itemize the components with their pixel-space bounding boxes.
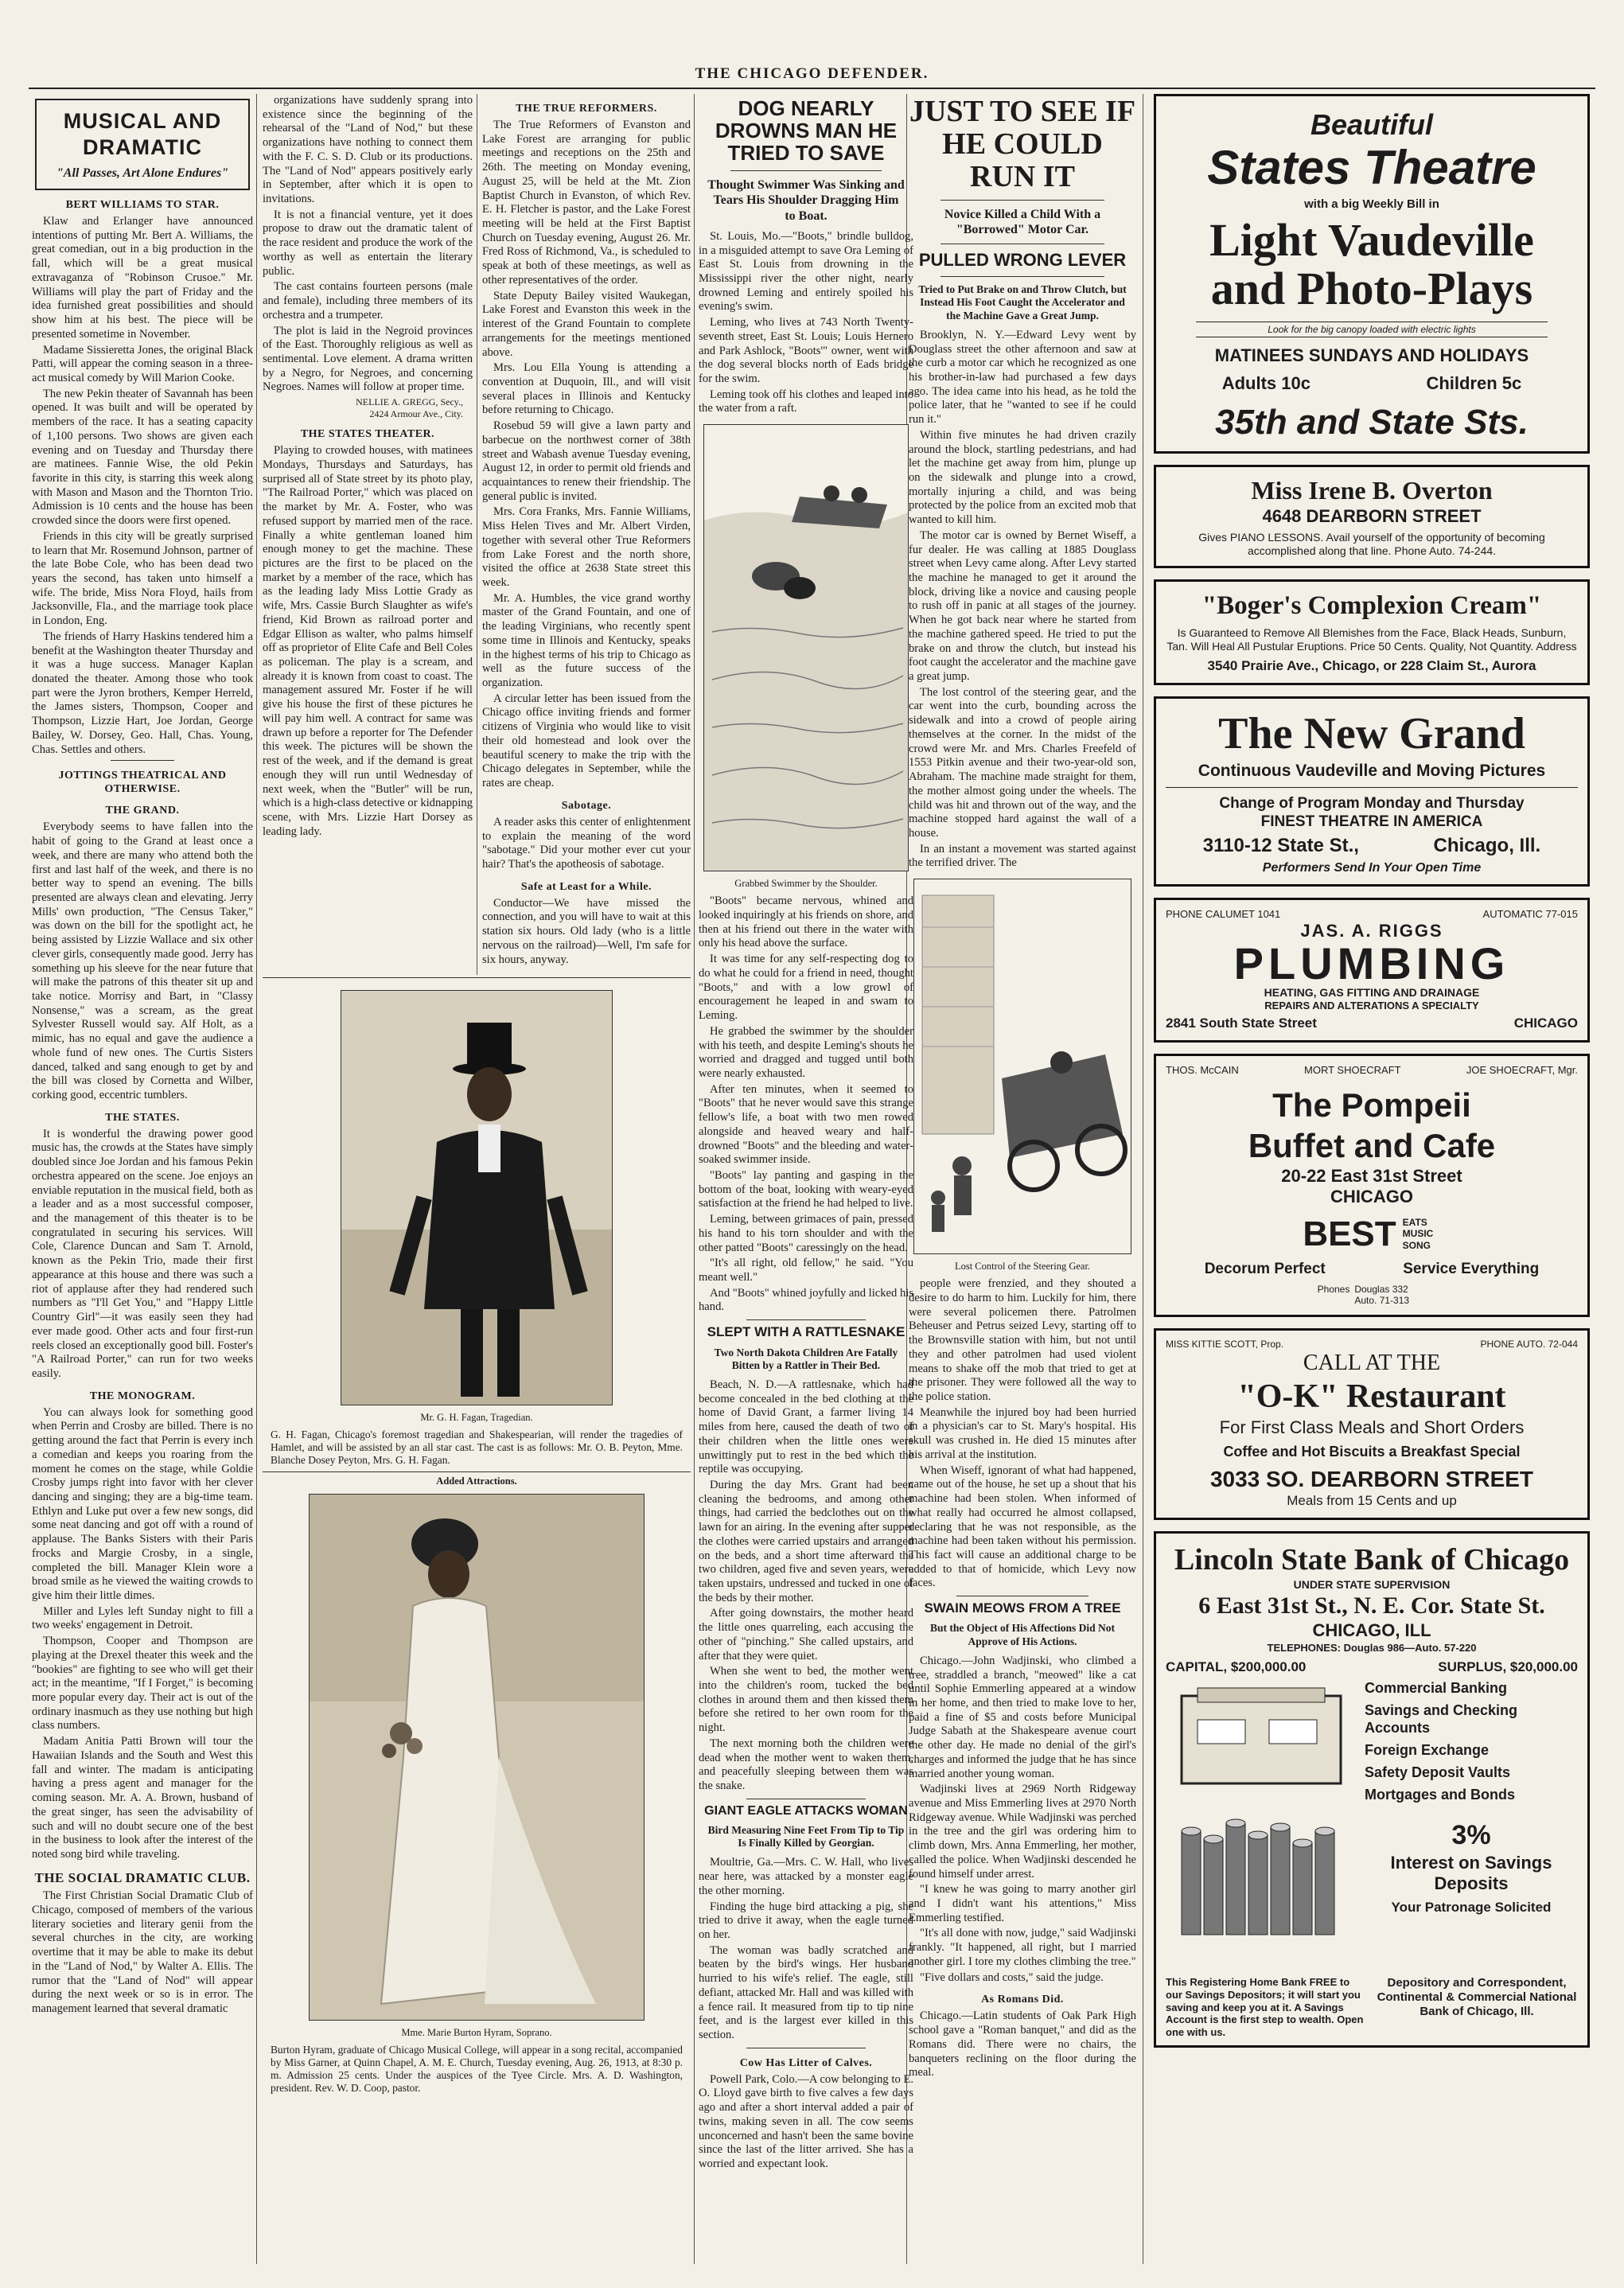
paragraph: It was time for any self-respecting dog to do what he could for a friend in need, thought "Boots," and with a low growl of encouragement he leaped in and swam to Leming. xyxy=(699,953,913,1023)
ad-line: Meals from 15 Cents and up xyxy=(1287,1492,1457,1508)
ad-bank-body xyxy=(1166,1680,1578,1971)
paragraph: In an instant a movement was started against the terrified driver. The xyxy=(909,842,1136,870)
ad-bank-footer xyxy=(1166,1976,1578,2039)
hyram-photo xyxy=(309,1494,645,2021)
paragraph: "Boots" became nervous, whined and looked inquiringly at his friends on shore, and then at his friend out there in the water with only his head above the surface. xyxy=(699,895,913,950)
ad-line: Continuous Vaudeville and Moving Pictures xyxy=(1198,761,1546,780)
subheadline: Tried to Put Brake on and Throw Clutch, but Instead His Foot Caught the Accelerator and the Machine Gave a Great Jump. xyxy=(918,283,1127,322)
ad-address: 3033 SO. DEARBORN STREET xyxy=(1209,1466,1534,1491)
headline: PULLED WRONG LEVER xyxy=(918,250,1127,271)
article-heading: As Romans Did. xyxy=(981,1994,1064,2006)
subheadline: Two North Dakota Children Are Fatally Bitten by a Rattler in Their Bed. xyxy=(714,1346,898,1371)
ad-line: CHICAGO xyxy=(1330,1187,1413,1207)
article-heading: THE STATES THEATER. xyxy=(300,428,435,441)
headline: HE COULD RUN IT xyxy=(942,127,1103,194)
column-motor-car-story xyxy=(909,94,1136,2264)
ad-line: For First Class Meals and Short Orders xyxy=(1219,1417,1525,1438)
bank-service: Mortgages and Bonds xyxy=(1365,1786,1516,1803)
paragraph: Powell Park, Colo.—A cow belonging to E. O. Lloyd gave birth to five calves a few days ago and after a short interval added a pair of twins, making seven in all. The cow seems unconcerned and hasn't been the same bovine since the last of the litter arrived. She has a worried and expectant look. xyxy=(699,2072,913,2171)
ad-new-grand xyxy=(1154,696,1590,887)
ad-title: Lincoln State Bank of Chicago xyxy=(1174,1542,1570,1577)
subheadline: But the Object of His Affections Did Not Approve of His Actions. xyxy=(929,1622,1116,1647)
column-true-reformers xyxy=(482,94,691,975)
paragraph: Madame Sissieretta Jones, the original Black Patti, will appear the coming season in a three-act musical comedy by Will Marion Cooke. xyxy=(32,343,253,384)
section-title-box xyxy=(35,99,250,190)
ad-tagline-row xyxy=(1166,1260,1578,1278)
ad-line: Gives PIANO LESSONS. Avail yourself of the opportunity of becoming accomplished along that line. Phone Auto. 74-244. xyxy=(1198,530,1545,557)
paragraph: people were frenzied, and they shouted a desire to do harm to him. Luckily for him, there were several policemen there. Patrolmen Beheuser and Petrus seized Levy, starting off to the Brownsville station with him, but not until they and other patrolmen had used violent means to shake off the mob that tried to get at the prisoner. They were followed all the way to the police station. xyxy=(909,1277,1136,1404)
bank-service: Foreign Exchange xyxy=(1365,1741,1490,1758)
masthead-rule xyxy=(29,88,1595,89)
paragraph: Leming, between grimaces of pain, pressed his hand to his torn shoulder and with the other patted "Boots" caressingly on the head. xyxy=(699,1213,913,1254)
signature: NELLIE A. GREGG, Secy., xyxy=(356,396,463,408)
ad-title: The Pompeii xyxy=(1272,1086,1471,1124)
interest-offer xyxy=(1365,1819,1578,1916)
paragraph: A circular letter has been issued from the Chicago office inviting friends and former citizens of Virginia who would like to visit their old homestead and look over the beautiful scenery to make the trip with the Chicago delegates in September, while the rates are cheap. xyxy=(482,692,691,790)
paragraph: The True Reformers of Evanston and Lake Forest are arranging for public meetings and receptions on the 25th and 26th. The meeting on Monday evening, August 25, will be held at the Mt. Zion Baptist Church in Evanston, of which Rev. E. H. Fletcher is pastor, and the Lake Forest meeting will be held at the First Baptist Church on Tuesday evening, August 26. Mr. Fred Ross of Richmond, Va., is scheduled to speak at both of these meetings, as well as other representatives of the order. xyxy=(482,119,691,286)
ad-address-row xyxy=(1166,1015,1578,1032)
ad-address: 20-22 East 31st Street xyxy=(1281,1165,1462,1186)
illustration-caption: Lost Control of the Steering Gear. xyxy=(954,1261,1091,1273)
ad-line: CHICAGO, ILL xyxy=(1312,1620,1431,1641)
ad-line: Deposits xyxy=(1434,1873,1509,1894)
ad-line: FINEST THEATRE IN AMERICA xyxy=(1260,813,1483,831)
ad-line: Light Vaudeville xyxy=(1209,213,1534,266)
advertisements-column xyxy=(1149,94,1595,2264)
divider xyxy=(941,276,1104,277)
paragraph: Brooklyn, N. Y.—Edward Levy went by Douglass street the other afternoon and saw at the curb a motor car which he recognized as one his brother-in-law had purchased a few days ago. The idea came into his head, as he told the police later, that he "wanted to see if he could run it." xyxy=(909,328,1136,427)
drawing xyxy=(914,879,1131,1253)
article-heading: THE GRAND. xyxy=(105,805,180,817)
ad-phone: PHONE AUTO. 72-044 xyxy=(1480,1338,1578,1350)
paragraph: The woman was badly scratched and beaten by the bird's wings. Her husband hurried to his wife's relief. The eagle, still defiant, attacked Mr. Hall and was killed with a fence rail. It measured from tip to tip nine feet, and is the largest ever killed in this section. xyxy=(699,1943,913,2042)
paragraph: Everybody seems to have fallen into the habit of going to the Grand at least once a week, and there are many who attend both the first and last half of the week, and there is no better way to spend an evening. The bills presented are always clean and elevating. Jerry Mills' own production, "The Census Taker," was down on the bill for the spotlight act, he being assisted by Lizzie Wallace and six other clever girls, consequently made good. Jerry has something up his sleeve for the near future that will make the patrons of this theater sit up and take notice. Morrisy and Bart, in "Classy Nonsense," was a scream, as the great Sylvester Russell would say. Alf Holt, as a mimic, has no equal and gave the audience a whole fund of new ones. The Curtis Sisters danced, talked and sang enough to get by and the bill was closed by Cornetta and Wilber, corking good, eccentric tumblers. xyxy=(32,820,253,1101)
paragraph: A reader asks this center of enlightenment to explain the meaning of the word "sabotage." Did your mother ever cut your hair? That's the apotheosis of sabotage. xyxy=(482,815,691,871)
ad-address: 3110-12 State St., xyxy=(1202,835,1359,857)
paragraph: Conductor—We have missed the connection, and you will have to wait at this station six hours. Old lady (who is a little nervous on the railroad)—Well, I'm safe for six hours, anyway. xyxy=(482,896,691,966)
article-heading: Cow Has Litter of Calves. xyxy=(739,2056,873,2069)
ad-address: CHICAGO xyxy=(1513,1015,1578,1031)
paragraph: "Five dollars and costs," said the judge. xyxy=(920,1970,1104,1984)
paragraph: The motor car is owned by Bernet Wiseff, a fur dealer. He was calling at 1885 Douglass street when Levy came along. After Levy started the machine he managed to get it around the block, driving like a novice and causing people to rush off in panic at all stages of the journey. When he got back near where he started from the machine gathered speed. He tried to put the brake on and throw the clutch, but instead his foot caught the accelerator and the machine gave a great jump. xyxy=(909,528,1136,684)
caption-text: G. H. Fagan, Chicago's foremost tragedian and Shakespearian, will render the tragedies of Hamlet, and will be assisted by an all star cast. The cast is as follows: Mr. O. B. Peyton, Mme. Blanche Dosey Peyton, Mrs. G. H. Fagan. xyxy=(271,1429,683,1466)
paragraph: Rosebud 59 will give a lawn party and barbecue on the northwest corner of 38th street and Wabash avenue Tuesday evening, August 12, in order to permit old friends and acquaintances to renew their friendship. The general public is invited. xyxy=(482,419,691,503)
ad-irene-overton xyxy=(1154,465,1590,568)
ad-best-row xyxy=(1166,1213,1578,1255)
bank-service: Commercial Banking xyxy=(1365,1680,1508,1697)
paragraph: Klaw and Erlanger have announced intentions of putting Mr. Bert A. Williams, the great comedian, out in a big production in the fall, which will be a great musical extravaganza of "Robinson Crusoe." Mr. Williams will play the part of Friday and the idea furnished great possibilities and should show him at his best. The piece will be presented sometime in November. xyxy=(32,215,253,341)
ad-owner: MORT SHOECRAFT xyxy=(1304,1063,1401,1076)
column-rule xyxy=(694,94,695,2264)
column-dog-story xyxy=(699,94,913,2264)
caption-text: Burton Hyram, graduate of Chicago Musical College, will appear in a song recital, accompanied by Miss Garner, at Quinn Chapel, A. M. E. Church, Tuesday evening, Aug. 26, 1913, at 8:30 p. m. Admission 25 cents. Under the auspices of the Tyee Circle. Mrs. A. D. Washington, president. Rev. W. D. Coop, pastor. xyxy=(271,2044,683,2094)
bank-services xyxy=(1365,1680,1578,1971)
paragraph: You can always look for something good when Perrin and Crosby are billed. There is no getting around the fact that Perrin is every inch a comedian and keeps you roaring from the moment he comes on the stage, while Goldie Crosby jumps right into favor with her clever dancing and singing; they are a big-time team. Ethlyn and Luke put over a few new songs, did some neat dancing and got off with a round of applause. The Banks Sisters with their Paris frocks and Margie Crosby, in a single, completed the bill. Manager Klein wore a broad smile as he viewed the waiting crowds to give him their little dimes. xyxy=(32,1405,253,1602)
ad-owners-row xyxy=(1166,1064,1578,1077)
ad-title: "Boger's Complexion Cream" xyxy=(1201,591,1542,620)
ad-address: 35th and State Sts. xyxy=(1215,402,1529,442)
ad-line: Depository and Correspondent, Continental & Commercial National Bank of Chicago, Ill. xyxy=(1377,1975,1577,2019)
motor-car-illustration xyxy=(913,879,1131,1254)
paragraph: St. Louis, Mo.—"Boots," brindle bulldog, in a misguided attempt to save Ora Leming of East St. Louis from drowning in the Mississippi river the other night, nearly drowned Leming and entirely spoiled his evening's swim. xyxy=(699,229,913,314)
section-motto: "All Passes, Art Alone Endures" xyxy=(56,166,229,180)
paragraph: Moultrie, Ga.—Mrs. C. W. Hall, who lives near here, was attacked by a monster eagle the other morning. xyxy=(699,1856,913,1897)
ad-price-row xyxy=(1164,373,1579,395)
divider xyxy=(730,170,882,171)
article-heading: THE STATES. xyxy=(105,1111,180,1124)
paragraph: State Deputy Bailey visited Waukegan, Lake Forest and Evanston this week in the interest of the Grand Fountain to complete arrangements for the meetings mentioned above. xyxy=(482,289,691,359)
ad-line: JAS. A. RIGGS xyxy=(1300,920,1443,941)
divider xyxy=(111,760,174,761)
paragraph: When she went to bed, the mother went into the children's room, tucked the bed clothes in around them and then kissed them before she retired to her own room for the night. xyxy=(699,1665,913,1735)
paragraph: When Wiseff, ignorant of what had happened, came out of the house, he set up a shout that his machine had been stolen. When informed of what really had occurred he almost collapsed, declaring that he was not responsible, as the machine had been taken without his permission. This fact will cause an additional charge to be added to that of homicide, which Levy now faces. xyxy=(909,1464,1136,1590)
paragraph: Miller and Lyles left Sunday night to fill a two weeks' engagement in Detroit. xyxy=(32,1604,253,1632)
paragraph: The next morning both the children were dead when the mother went to waken them, and peacefully sleeping between them was the snake. xyxy=(699,1736,913,1793)
ad-line: Phones xyxy=(1317,1283,1350,1295)
photo-caption: Mme. Marie Burton Hyram, Soprano. xyxy=(401,2027,552,2038)
paragraph: "It's all right, old fellow," he said. "You meant well." xyxy=(699,1257,913,1284)
ad-riggs-plumbing xyxy=(1154,898,1590,1043)
ad-address: 2841 South State Street xyxy=(1166,1015,1317,1031)
paragraph: Leming, who lives at 743 North Twenty-seventh street, East St. Louis; Louis Hernero and Park Ashlock, "Boots'" owner, went with the dog several blocks north of Eads bridge for the swim. xyxy=(699,316,913,385)
paragraph: And "Boots" whined joyfully and licked his hand. xyxy=(699,1286,913,1314)
paragraph: Friends in this city will be greatly surprised to learn that Mr. Rosemund Johnson, partner of the late Bobe Cole, who has been dead two years the second, has taken unto himself a wife. The bride, Miss Nora Floyd, hails from Jacksonville, Fla., and the marriage took place in London, Eng. xyxy=(32,529,253,628)
headline: SWAIN MEOWS FROM A TREE xyxy=(924,1600,1121,1616)
illustration-caption: Grabbed Swimmer by the Shoulder. xyxy=(734,878,878,890)
paragraph: Mr. A. Humbles, the vice grand worthy master of the Grand Fountain, and one of the leading Virginians, who recently spent some time in Illinois and Kentucky, speaks in the highest terms of his trip to Chicago as well as the future success of the organization. xyxy=(482,591,691,690)
home-bank-illustration xyxy=(1166,1680,1357,1971)
ad-line: CALL AT THE xyxy=(1303,1351,1441,1376)
headline: DOG NEARLY DROWNS MAN HE TRIED TO SAVE xyxy=(715,96,898,166)
ad-phone-row xyxy=(1166,908,1578,921)
paragraph: Finding the huge bird attacking a pig, she tried to drive it away, when the eagle turned on her. xyxy=(699,1900,913,1941)
ad-line: Beautiful xyxy=(1310,108,1433,141)
ad-address: Chicago, Ill. xyxy=(1433,835,1541,857)
paragraph: The friends of Harry Haskins tendered him a benefit at the Washington theater Thursday and it was a huge success. Manager Kaplan donated the theater. Among those who took part were the Jyron brothers, Kemper Herreld, the James sisters, Thompson, Cooper and Thompson, Lizzie Hart, Joe Jordan, George Bailey, W. Dorsey, Geo. Hall, Chas. Young, Chas. Settles and others. xyxy=(32,629,253,756)
ad-title: Miss Irene B. Overton xyxy=(1251,476,1493,505)
ad-line: HEATING, GAS FITTING AND DRAINAGE xyxy=(1264,986,1480,1000)
paragraph: "Boots" lay panting and gasping in the bottom of the boat, looking with weary-eyed satisfaction at the friend he had helped to live. xyxy=(699,1168,913,1210)
paragraph: "I knew he was going to marry another girl and I didn't want his attentions," Miss Emmerling testified. xyxy=(909,1883,1136,1924)
swimmer-illustration xyxy=(703,424,909,871)
ad-line: EATS MUSIC SONG xyxy=(1402,1216,1434,1251)
paragraph: Mrs. Cora Franks, Mrs. Fannie Williams, Miss Helen Tives and Mr. Albert Virden, together with several other True Reformers from Lake Forest and the north shore, visited the office at 2638 State street this week. xyxy=(482,505,691,589)
paragraph: Leming took off his clothes and leaped into the water from a raft. xyxy=(699,388,913,415)
ad-address: 3540 Prairie Ave., Chicago, or 228 Claim St., Aurora xyxy=(1207,657,1536,673)
paragraph: Mrs. Lou Ella Young is attending a convention at Duquoin, Ill., and will visit several places in Illinois and Kentucky before returning to Chicago. xyxy=(482,361,691,417)
headline: GIANT EAGLE ATTACKS WOMAN xyxy=(704,1803,908,1818)
ad-capital: CAPITAL, $200,000.00 xyxy=(1166,1659,1307,1674)
article-heading: JOTTINGS THEATRICAL AND OTHERWISE. xyxy=(58,770,227,796)
divider xyxy=(263,977,691,978)
ad-line: Coffee and Hot Biscuits a Breakfast Special xyxy=(1223,1444,1521,1460)
paragraph: The plot is laid in the Negroid provinces of the East. Thoroughly religious as well as sentimental. Love element. A drama written by a Negro, for Negroes, and concerning Negroes. Names will follow at proper time. xyxy=(263,324,473,394)
ad-address: 6 East 31st St., N. E. Cor. State St. xyxy=(1198,1592,1545,1619)
ad-line: REPAIRS AND ALTERATIONS A SPECIALTY xyxy=(1264,1000,1479,1012)
divider xyxy=(1166,787,1578,788)
ad-states-theatre xyxy=(1154,94,1590,454)
article-heading: THE MONOGRAM. xyxy=(89,1390,196,1402)
paragraph: The cast contains fourteen persons (male and female), including three members of its orchestra and a trumpeter. xyxy=(263,280,473,322)
ad-line: Look for the big canopy loaded with electric lights xyxy=(1196,322,1548,338)
bank-service: Savings and Checking Accounts xyxy=(1365,1702,1518,1736)
bank-box-drawing xyxy=(1166,1680,1357,1966)
paragraph: It is not a financial venture, yet it does propose to draw out the dramatic talent of the race resident and produce the work of the worthy as well as entertain the literary public. xyxy=(263,208,473,278)
ad-owner: THOS. McCAIN xyxy=(1166,1063,1239,1076)
interest-rate: 3% xyxy=(1451,1820,1491,1851)
ad-line: MATINEES SUNDAYS AND HOLIDAYS xyxy=(1214,345,1529,366)
paragraph: Madam Anitia Patti Brown will tour the Hawaiian Islands and the South and West this fall and winter. The madam is anticipating having a press agent and manager for the coming season. Mr. A. A. Brown, husband of the great singer, has seen the advisability of such and will no doubt secure one of the best in the business to look after the interest of the noted song bird while traveling. xyxy=(32,1735,253,1861)
masthead: THE CHICAGO DEFENDER. xyxy=(695,65,929,82)
column-states-theater xyxy=(263,94,473,975)
subheadline: Novice Killed a Child With a "Borrowed" Motor Car. xyxy=(944,208,1101,237)
subheadline: Thought Swimmer Was Sinking and Tears His Shoulder Dragging Him to Boat. xyxy=(707,178,905,223)
ad-phone: PHONE CALUMET 1041 xyxy=(1166,907,1281,920)
article-heading: THE TRUE REFORMERS. xyxy=(516,103,657,115)
drawing xyxy=(704,425,908,871)
signature-address: 2424 Armour Ave., City. xyxy=(369,407,463,419)
paragraph: Within five minutes he had driven crazily around the block, startling pedestrians, and had let the machine get away from him, plunge up on the sidewalk and plunge into a crowd, mortally injuring a child, and was being protected by the police from an excited mob that wanted to kill him. xyxy=(909,428,1136,527)
article-heading: BERT WILLIAMS TO STAR. xyxy=(65,199,220,212)
paragraph: After going downstairs, the mother heard the little ones quarreling, each accusing the other of "pinching." She called upstairs, and after that they were quiet. xyxy=(699,1607,913,1662)
ad-ok-restaurant xyxy=(1154,1328,1590,1520)
ad-line: with a big Weekly Bill in xyxy=(1304,197,1439,211)
article-heading: Safe at Least for a While. xyxy=(520,880,652,893)
paragraph: Meanwhile the injured boy had been hurried in a physician's car to St. Mary's hospital. His skull was crushed in. He died 15 minutes after his arrival at the institution. xyxy=(909,1405,1136,1461)
ad-lincoln-bank xyxy=(1154,1531,1590,2048)
divider xyxy=(746,1319,866,1320)
bank-service: Safety Deposit Vaults xyxy=(1365,1764,1511,1780)
paragraph: The new Pekin theater of Savannah has been opened. It was built and will be operated by members of the race. It has a seating capacity of 1,100 persons. Two shows are given each evening and on Tuesday and Thursday there are matinees. Fannie Wise, the old Pekin favorite in this city, is starring this week along with Mason and Mason and the Thornton Trio. Admission is 10 cents and the house has been crowded since the doors were first opened. xyxy=(32,387,253,528)
paragraph: "It's all done with now, judge," said Wadjinski frankly. "It happened, all right, but I married another girl. I tore my clothes climbing the tree." xyxy=(909,1927,1136,1968)
photo-section xyxy=(263,984,691,2265)
fagan-photo xyxy=(341,990,613,1405)
article-heading: Sabotage. xyxy=(561,799,612,812)
portrait-illustration xyxy=(310,1495,644,2020)
ad-header-row xyxy=(1166,1339,1578,1351)
ad-line: Is Guaranteed to Remove All Blemishes from the Face, Black Heads, Sunburn, Tan. Will Heal All Pustular Eruptions. Price 50 Cents. Quality, Not Quantity. Address xyxy=(1166,626,1577,653)
ad-title: Buffet and Cafe xyxy=(1248,1126,1496,1164)
paragraph: During the day Mrs. Grant had been cleaning the bedrooms, and among other things, had carried the bedclothes out on the lawn for an airing. In the evening after supper the clothes were carried upstairs and arranged on the beds, and a short time afterward the two children, aged five and seven years, were taken upstairs, undressed and tucked in one of the beds by their mother. xyxy=(699,1478,913,1604)
divider xyxy=(263,1471,691,1472)
ad-address: 4648 DEARBORN STREET xyxy=(1262,506,1482,527)
ad-pompeii-cafe xyxy=(1154,1054,1590,1317)
ad-line: BEST xyxy=(1303,1214,1396,1253)
ad-line: Interest on Savings xyxy=(1390,1852,1552,1873)
ad-phone: Douglas 332 Auto. 71-313 xyxy=(1354,1283,1410,1307)
ad-owner: JOE SHOECRAFT, Mgr. xyxy=(1466,1063,1578,1076)
paragraph: Thompson, Cooper and Thompson are playing at the Drexel theater this week and the "bookies" are fighting to see who will get their act; in the meantime, "If I Forget," is becoming more popular every day. Their act is out of the ordinary inasmuch as they use nothing but high class numbers. xyxy=(32,1635,253,1733)
ad-price: Adults 10c xyxy=(1221,373,1310,394)
paragraph: organizations have suddenly sprang into existence since the beginning of the rehearsal of the "Land of Nod," but these organizations have nothing to connect them with the F. C. S. D. Club or its productions. The "Land of Nod" appears positively early in September, after which it is open to invitations. xyxy=(263,94,473,206)
paragraph: The First Christian Social Dramatic Club of Chicago, composed of members of the various literary societies and literary genii from the several churches in the city, are working overtime that it may be able to make its debut in the "Land of Nod," by Walter A. Ellis. The rumor that the "Land of Nod" will appear during the next week or so is in error. The management learned that several dramatic xyxy=(32,1889,253,2016)
paragraph: Chicago.—Latin students of Oak Park High school gave a "Roman banquet," and did as the Romans did. There were no chairs, the banqueters reclining on the floor during the meal. xyxy=(909,2009,1136,2079)
ad-line: Your Patronage Solicited xyxy=(1391,1900,1552,1916)
paragraph: Wadjinski lives at 2969 North Ridgeway avenue and Miss Emmerling lives at 2970 North Ridgeway avenue. While Wadjinski was perched in the tree and the girl was ordering him to climb down, Mrs. Anna Emmerling, her mother, called the police. When Wadjinski descended he found himself under arrest. xyxy=(909,1783,1136,1881)
paragraph: The lost control of the steering gear, and the car went into the curb, bounding across the sidewalk and into a crowd of people airing themselves at the corner. In the midst of the crowd were Mr. and Mrs. Charles Freefeld of 1553 Pitkin avenue and their two-year-old son, Abraham. The machine made straight for them, the mother almost going under the wheels. The child was hit and thrown out of the way, and the machine stopped hard against the wall of a house. xyxy=(909,685,1136,840)
subheadline: Bird Measuring Nine Feet From Tip to Tip Is Finally Killed by Georgian. xyxy=(707,1824,905,1849)
ad-title: "O-K" Restaurant xyxy=(1237,1378,1506,1416)
headline: JUST TO SEE IF xyxy=(909,95,1136,128)
ad-line: Performers Send In Your Open Time xyxy=(1262,861,1482,875)
paragraph: He grabbed the swimmer by the shoulder with his teeth, and despite Leming's shouts he worried and dragged and tugged until both were nearly exhausted. xyxy=(699,1024,913,1080)
photo-caption: Mr. G. H. Fagan, Tragedian. xyxy=(420,1412,533,1423)
paragraph: After ten minutes, when it seemed to "Boots" that he never would save this strange fellow's life, a boat with two men rowed alongside and heaved weary and half-drowned "Boots" and the bleeding and water-soaked swimmer inside. xyxy=(699,1082,913,1167)
headline: SLEPT WITH A RATTLESNAKE xyxy=(707,1324,905,1340)
ad-capital-row xyxy=(1166,1659,1578,1676)
paragraph: It is wonderful the drawing power good music has, the crowds at the States have simply doubled since Joe Jordan and his famous Pekin orchestra appeared on the scene. Joe enjoys an enviable reputation in the musical field, both as a leader and as a most successful composer, and the management of this theater is to be congratulated in securing his services. Will Cole, Clarence Duncan and Sam T. Arnold, known as the Pekin Trio, made their first appearance at this house and there was such a riot of applause after they had rendered such numbers as "I'll Get You," and "Happy Little Country Girl"—it was easily seen they had ever made good. Other acts and four first-run reels closed an exceptionally good bill. Foster's "A Railroad Porter," can run for two weeks easily. xyxy=(32,1127,253,1380)
ad-price: Children 5c xyxy=(1426,373,1522,394)
ad-phone: TELEPHONES: Douglas 986—Auto. 57-220 xyxy=(1267,1641,1477,1654)
ad-title: PLUMBING xyxy=(1233,938,1510,989)
ad-line: This Registering Home Bank FREE to our Savings Depositors; it will start you saving and keep you at it. A Savings Account is the first step to wealth. Open one with us. xyxy=(1166,1975,1364,2039)
ad-phone: AUTOMATIC 77-015 xyxy=(1482,907,1578,920)
ad-owner: MISS KITTIE SCOTT, Prop. xyxy=(1166,1338,1284,1350)
ad-line: and Photo-Plays xyxy=(1210,262,1533,314)
article-heading: THE SOCIAL DRAMATIC CLUB. xyxy=(34,1869,251,1885)
ad-line: Decorum Perfect xyxy=(1204,1261,1326,1278)
ad-line: Service Everything xyxy=(1403,1261,1540,1278)
section-title: MUSICAL AND DRAMATIC xyxy=(63,109,222,159)
paragraph: Beach, N. D.—A rattlesnake, which had become concealed in the bed clothing at the home of David Grant, a farmer living 14 miles from here, caused the death of two of their children when the little ones were unwittingly put to rest in the bed which the reptile was occupying. xyxy=(699,1378,913,1476)
ad-phones-row xyxy=(1166,1284,1578,1307)
column-rule xyxy=(256,94,257,2264)
ad-surplus: SURPLUS, $20,000.00 xyxy=(1438,1659,1578,1674)
ad-boger-cream xyxy=(1154,579,1590,685)
ad-title: The New Grand xyxy=(1218,708,1525,758)
paragraph: Playing to crowded houses, with matinees Mondays, Thursdays and Saturdays, has surprised all of State street by its photo play, "The Railroad Porter," which was placed on the market by Mr. A. Foster, who was refused support by married men of the race. Finally a white gentleman loaned him enough money to get the machine. These pictures are the first to be placed on the market by a member of the race, which has as the leading lady Miss Lottie Grady as wife, Mrs. Cassie Burch Slaughter as wife's friend, Kid Brown as railroad porter and Edgar Ellison as walter, who palms himself off as proprietor of Elite Cafe and Bell Coles as policeman. The play is a scream, and already it is known from coast to coast. The management assured Mr. Foster if he will give his house the first of these pictures he will pay him well. A contract for same was drawn up before a reporter for The Defender this week. The pictures will be shown the rest of the week, and if the demand is great enough they will run until Wednesday of next week, when the "Butler" will be run, which is a high-class detective or kidnapping scene, with Mrs. Lizzie Hart Dorsey as leading lady. xyxy=(263,444,473,838)
portrait-illustration xyxy=(341,991,612,1405)
section-label: Added Attractions. xyxy=(436,1475,517,1487)
ad-address-row xyxy=(1166,834,1578,857)
divider xyxy=(941,200,1104,201)
ad-line: Change of Program Monday and Thursday xyxy=(1219,795,1525,813)
ad-line: UNDER STATE SUPERVISION xyxy=(1293,1577,1451,1591)
ad-title: States Theatre xyxy=(1207,140,1536,194)
paragraph: Chicago.—John Wadjinski, who climbed a tree, straddled a branch, "meowed" like a cat until Sophie Emmerling appeared at a window in her home, and then tried to make love to her, paid a fine of $5 and costs before Municipal Judge Sabath at the Shakespeare avenue court the other day. He made no denial of the girl's charges and informed the judge that he has since married another young woman. xyxy=(909,1654,1136,1780)
column-musical-dramatic xyxy=(32,94,253,2264)
